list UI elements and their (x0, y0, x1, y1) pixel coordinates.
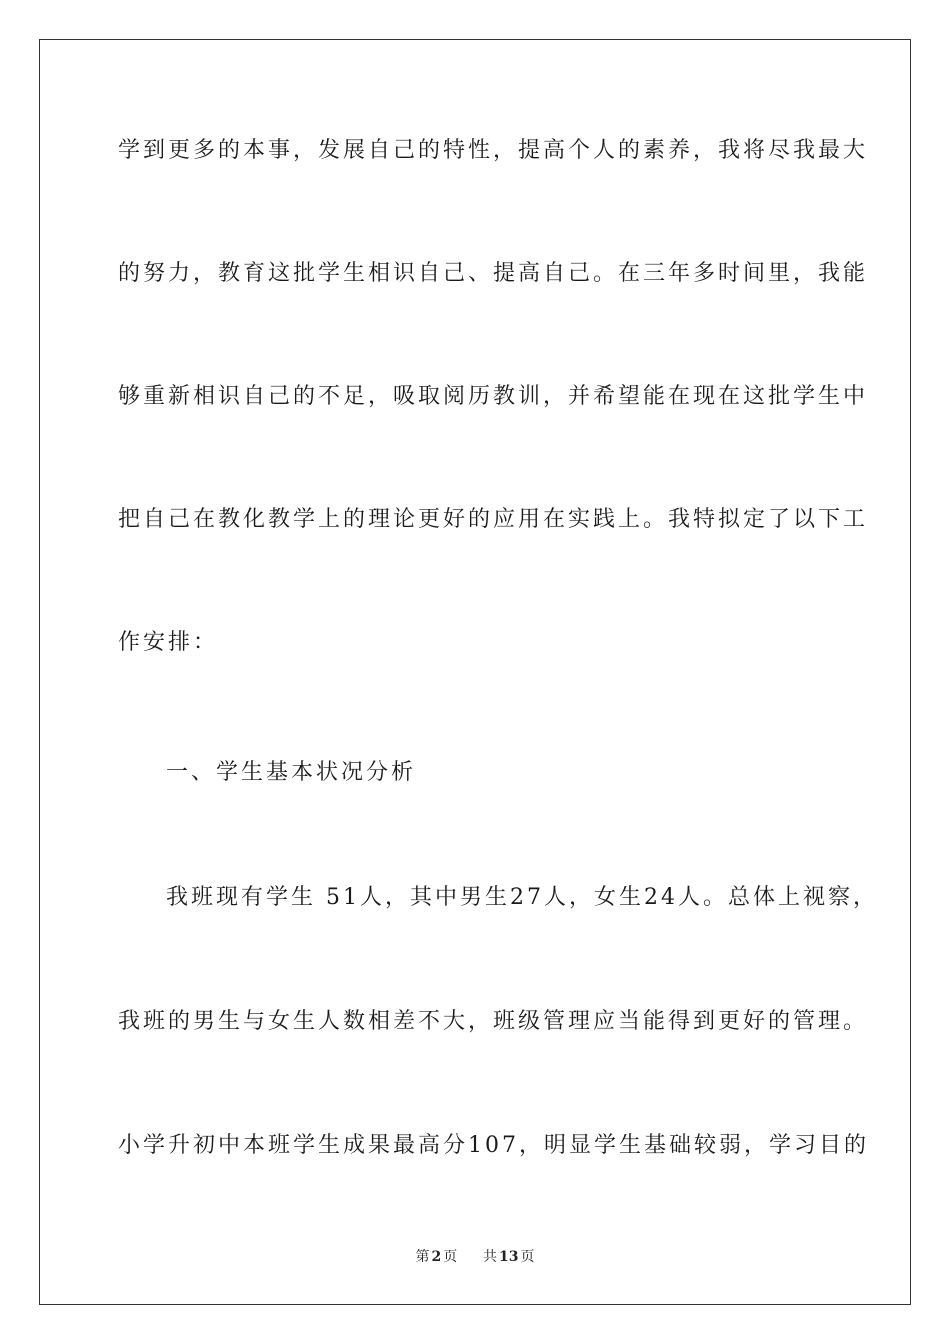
body-line-9: 小学升初中本班学生成果最高分107，明显学生基础较弱，学习目的 (118, 1133, 869, 1158)
body-line-3: 够重新相识自己的不足，吸取阅历教训，并希望能在现在这批学生中 (118, 384, 869, 409)
body-line-2: 的努力，教育这批学生相识自己、提高自己。在三年多时间里，我能 (118, 261, 869, 286)
body-line-7: 我班现有学生 51人，其中男生27人，女生24人。总体上视察， (166, 885, 878, 910)
total-indicator (481, 1249, 536, 1265)
page-footer (0, 1247, 950, 1267)
page-number: 2 (431, 1249, 442, 1265)
body-line-8: 我班的男生与女生人数相差不大，班级管理应当能得到更好的管理。 (118, 1009, 869, 1034)
body-line-5: 作安排： (118, 630, 219, 655)
page-indicator (413, 1249, 459, 1265)
page-border (39, 39, 911, 1305)
body-line-4: 把自己在教化教学上的理论更好的应用在实践上。我特拟定了以下工 (118, 507, 869, 532)
body-line-1: 学到更多的本事，发展自己的特性，提高个人的素养，我将尽我最大 (118, 138, 869, 163)
section-heading: 一、学生基本状况分析 (166, 760, 417, 785)
total-suffix: 页 (520, 1249, 535, 1265)
total-prefix: 共 (483, 1249, 498, 1265)
page-suffix: 页 (443, 1249, 458, 1265)
total-pages: 13 (499, 1249, 519, 1265)
page-prefix: 第 (415, 1249, 430, 1265)
